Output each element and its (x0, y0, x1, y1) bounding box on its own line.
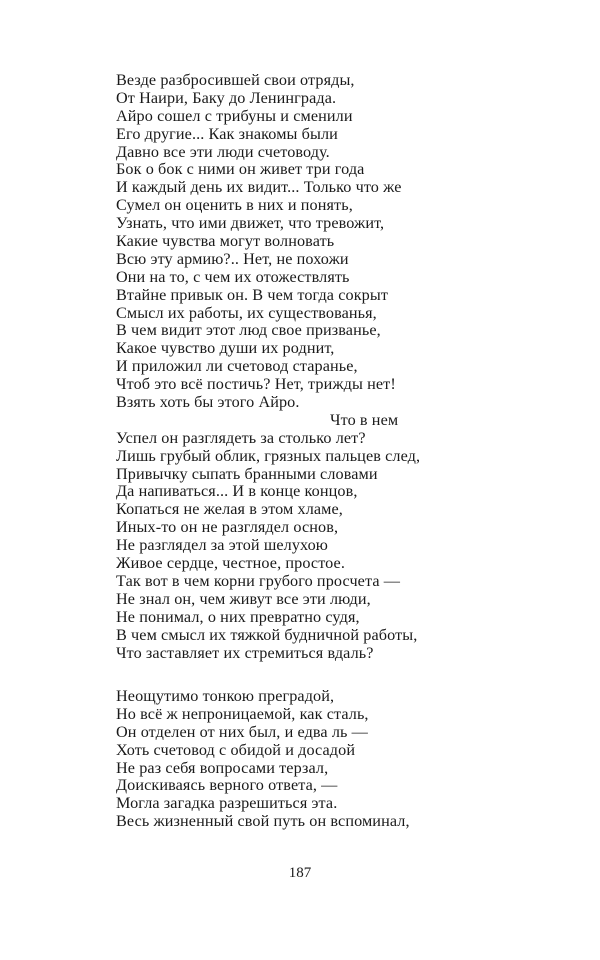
poem-line: Айро сошел с трибуны и сменили (116, 106, 353, 125)
poem-line: Не понимал, о них превратно судя, (116, 607, 360, 626)
poem-line-continuation: Что в нем (330, 410, 399, 429)
poem-line: Давно все эти люди счетоводу. (116, 142, 330, 161)
poem-line: Какие чувства могут волновать (116, 232, 335, 251)
poem-line: Везде разбросившей свои отряды, (116, 71, 355, 89)
poem-stanza-1 (116, 72, 516, 662)
poem-line: И приложил ли счетовод старанье, (116, 357, 358, 376)
poem-line: Его другие... Как знакомы были (116, 124, 338, 143)
poem-line: Бок о бок с ними он живет три года (116, 160, 365, 179)
poem-line: Всю эту армию?.. Нет, не похожи (116, 249, 349, 268)
poem-line: Неощутимо тонкою преградой, (116, 687, 335, 705)
poem-line: Успел он разглядеть за столько лет? (116, 428, 366, 447)
poem-line: Лишь грубый облик, грязных пальцев след, (116, 446, 421, 465)
poem-line: Так вот в чем корни грубого просчета — (116, 571, 401, 590)
poem-line: Не разглядел за этой шелухою (116, 536, 329, 555)
poem-line: Весь жизненный свой путь он вспоминал, (116, 812, 410, 831)
poem-line: Хоть счетовод с обидой и досадой (116, 740, 356, 759)
poem-line: Втайне привык он. В чем тогда сокрыт (116, 285, 389, 304)
poem-line: От Наири, Баку до Ленинграда. (116, 88, 337, 107)
poem-line: В чем видит этот люд свое призванье, (116, 321, 381, 340)
poem-line: Копаться не желая в этом хламе, (116, 500, 343, 519)
poem-line: Узнать, что ими движет, что тревожит, (116, 214, 385, 233)
poem-line: Иных-то он не разглядел основ, (116, 518, 339, 537)
poem-line: Сумел он оценить в них и понять, (116, 196, 353, 215)
poem-line: Взять хоть бы этого Айро. (116, 393, 300, 412)
poem-line: В чем смысл их тяжкой будничной работы, (116, 625, 418, 644)
poem-line: Чтоб это всё постичь? Нет, трижды нет! (116, 375, 396, 394)
poem-line: Что заставляет их стремиться вдаль? (116, 643, 374, 662)
poem-stanza-2 (116, 688, 516, 831)
poem-line: Какое чувство души их роднит, (116, 339, 335, 358)
poem-line: Не раз себя вопросами терзал, (116, 758, 329, 777)
poem-line: И каждый день их видит... Только что же (116, 178, 402, 197)
poem-line: Могла загадка разрешиться эта. (116, 794, 338, 813)
poem-line: Но всё ж непроницаемой, как сталь, (116, 704, 369, 723)
poem-line: Он отделен от них был, и едва ль — (116, 722, 368, 741)
poem-line: Да напиваться... И в конце концов, (116, 482, 358, 501)
poem-line: Привычку сыпать бранными словами (116, 464, 378, 483)
poem-line: Они на то, с чем их отожествлять (116, 267, 350, 286)
poem-line: Не знал он, чем живут все эти люди, (116, 589, 371, 608)
poem-line: Доискиваясь верного ответа, — (116, 776, 338, 795)
poem-line: Смысл их работы, их существованья, (116, 303, 377, 322)
page-number: 187 (288, 865, 312, 881)
poem-line: Живое сердце, честное, простое. (116, 554, 345, 573)
